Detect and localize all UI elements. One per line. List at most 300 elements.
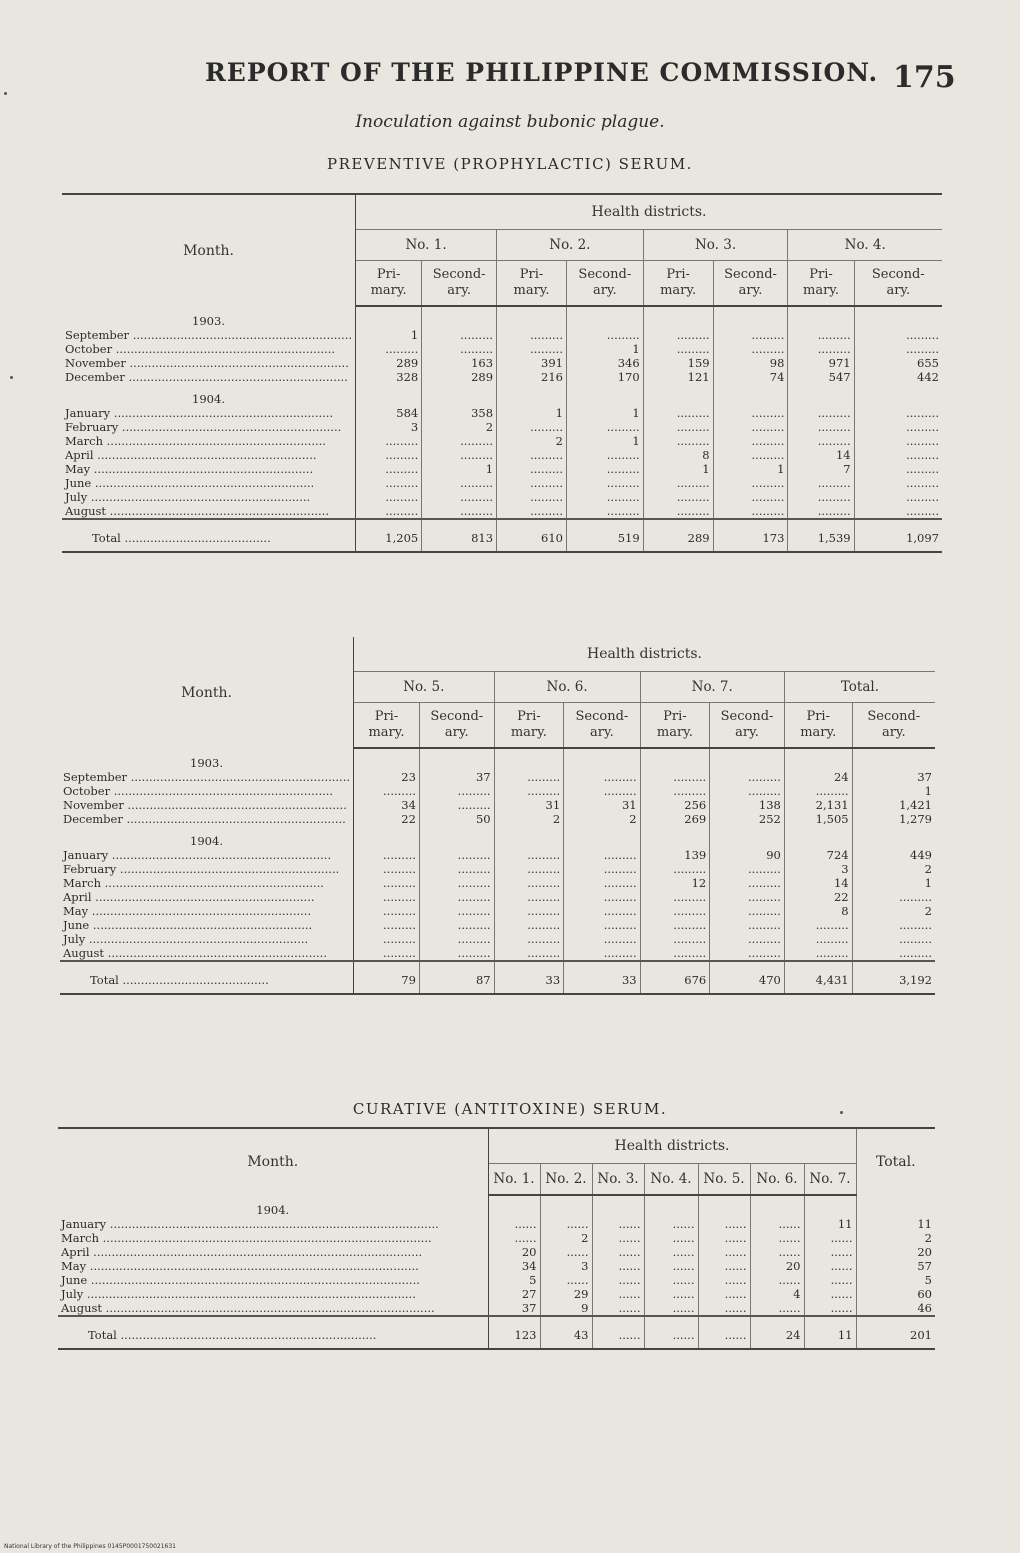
table-cell: 2 — [497, 434, 567, 448]
month-label: April ............................................................ — [62, 448, 356, 462]
table-cell: 20 — [917, 1245, 932, 1259]
table-cell — [643, 306, 713, 328]
table-row — [62, 342, 942, 356]
table-row — [60, 876, 935, 890]
total-cell: 24 — [750, 1316, 804, 1349]
table-cell: ......... — [906, 406, 939, 420]
total-label: Total ........................................ — [60, 961, 354, 994]
table-cell: ...... — [540, 1217, 592, 1231]
month-label: May ............................................................ — [60, 904, 354, 918]
table-cell: 328 — [356, 370, 422, 384]
table-cell: ......... — [354, 848, 420, 862]
table-cell — [494, 748, 564, 770]
table-cell: ...... — [750, 1301, 804, 1316]
total-cell: 11 — [804, 1316, 856, 1349]
table-cell: ......... — [419, 932, 494, 946]
table-cell — [422, 306, 497, 328]
table-cell: ......... — [788, 504, 854, 519]
total-cell: 1,539 — [788, 519, 854, 552]
total-row — [58, 1316, 935, 1349]
secondary-header: Second- ary. — [566, 261, 643, 307]
table-cell: ...... — [592, 1245, 644, 1259]
page-subtitle: Inoculation against bubonic plague. — [355, 112, 665, 132]
total-cell: 33 — [564, 961, 640, 994]
table-cell: 442 — [917, 370, 939, 384]
table-cell: ......... — [643, 504, 713, 519]
total-row — [60, 961, 935, 994]
table-cell: 2 — [564, 812, 640, 826]
table-cell: ...... — [644, 1217, 698, 1231]
month-label: November ............................................................ — [60, 798, 354, 812]
total-header: Total. — [875, 1154, 916, 1170]
district-header: No. 2. — [497, 230, 644, 261]
table-cell: 139 — [640, 848, 710, 862]
table-cell: ...... — [592, 1287, 644, 1301]
table-row — [58, 1259, 935, 1273]
table-cell: 655 — [917, 356, 939, 370]
table-cell: ......... — [356, 434, 422, 448]
table-cell: ...... — [698, 1301, 750, 1316]
table-cell: ......... — [710, 904, 785, 918]
total-cell: 1,097 — [854, 519, 942, 552]
preventive-serum-title: PREVENTIVE (PROPHYLACTIC) SERUM. — [327, 155, 693, 173]
total-cell: 123 — [488, 1316, 540, 1349]
table-cell: ......... — [564, 876, 640, 890]
table-cell: ......... — [497, 462, 567, 476]
table-cell: ......... — [422, 504, 497, 519]
table-cell: ...... — [540, 1273, 592, 1287]
table-cell: 29 — [540, 1287, 592, 1301]
table-cell: 1 — [924, 784, 932, 798]
table-cell: 1,279 — [899, 812, 932, 826]
table-cell: ......... — [710, 784, 785, 798]
month-label: January ............................................................ — [62, 406, 356, 420]
table-cell: ......... — [906, 420, 939, 434]
table-cell: ...... — [644, 1273, 698, 1287]
running-head: REPORT OF THE PHILIPPINE COMMISSION. — [205, 58, 879, 87]
month-label: June .......................................................................................... — [58, 1273, 488, 1287]
district-header: No. 4. — [788, 230, 942, 261]
table-cell: ......... — [640, 904, 710, 918]
table-cell — [854, 384, 942, 406]
month-label: January .......................................................................................... — [58, 1217, 488, 1231]
table-cell: ......... — [713, 328, 788, 342]
total-row — [62, 519, 942, 552]
table-cell: ......... — [640, 784, 710, 798]
table-cell: ......... — [784, 946, 852, 961]
table-cell: ......... — [643, 490, 713, 504]
table-cell — [750, 1195, 804, 1217]
table-cell — [854, 306, 942, 328]
table-cell: ......... — [906, 448, 939, 462]
table-row — [60, 904, 935, 918]
month-label: November ............................................................ — [62, 356, 356, 370]
district-header: No. 3. — [643, 230, 788, 261]
table-cell: ......... — [497, 448, 567, 462]
table-cell: ...... — [698, 1245, 750, 1259]
table-cell: ......... — [497, 504, 567, 519]
table-cell: ......... — [710, 876, 785, 890]
table-cell: ......... — [906, 434, 939, 448]
month-label: March ............................................................ — [62, 434, 356, 448]
table-cell: ......... — [640, 890, 710, 904]
table-cell: 90 — [710, 848, 785, 862]
table-cell: ......... — [354, 890, 420, 904]
table-cell: ......... — [422, 342, 497, 356]
table-cell: 24 — [784, 770, 852, 784]
table-cell: 449 — [910, 848, 932, 862]
table-cell: 1 — [422, 462, 497, 476]
table-row — [60, 848, 935, 862]
table-cell: ......... — [906, 328, 939, 342]
table-cell: 3 — [784, 862, 852, 876]
table-cell: 1,421 — [899, 798, 932, 812]
table-cell: 46 — [917, 1301, 932, 1315]
table-cell: ......... — [422, 448, 497, 462]
table-cell — [494, 826, 564, 848]
secondary-header: Second- ary. — [564, 703, 640, 749]
table-cell: 159 — [643, 356, 713, 370]
table-cell: 23 — [354, 770, 420, 784]
month-label: December ............................................................ — [60, 812, 354, 826]
table-cell: ......... — [710, 862, 785, 876]
month-label: October ............................................................ — [60, 784, 354, 798]
table-row — [60, 918, 935, 932]
table-cell: ...... — [644, 1287, 698, 1301]
table-cell: 37 — [917, 770, 932, 784]
table-cell: 11 — [917, 1217, 932, 1231]
table-cell — [852, 748, 935, 770]
month-header: Month. — [60, 637, 354, 748]
table-cell: 724 — [784, 848, 852, 862]
table-cell: ......... — [564, 946, 640, 961]
table-cell — [713, 384, 788, 406]
year-label: 1903. — [60, 748, 354, 770]
district-header: No. 4. — [644, 1164, 698, 1196]
total-cell: 3,192 — [852, 961, 935, 994]
table-cell: ......... — [713, 504, 788, 519]
table-cell: 216 — [497, 370, 567, 384]
table-cell: ......... — [643, 420, 713, 434]
table-cell: ......... — [354, 932, 420, 946]
secondary-header: Second- ary. — [713, 261, 788, 307]
month-label: June ............................................................ — [62, 476, 356, 490]
table-cell: ......... — [494, 876, 564, 890]
primary-header: Pri- mary. — [784, 703, 852, 749]
table-cell: ...... — [750, 1273, 804, 1287]
table-row — [58, 1287, 935, 1301]
table-cell: ......... — [422, 328, 497, 342]
total-cell: 79 — [354, 961, 420, 994]
table-cell: ......... — [494, 848, 564, 862]
table-cell: 1 — [566, 342, 643, 356]
table-cell: ......... — [640, 770, 710, 784]
table-cell: ......... — [497, 342, 567, 356]
preventive-table-2 — [60, 637, 935, 995]
table-row — [58, 1217, 935, 1231]
table-cell: ......... — [710, 770, 785, 784]
table-cell: ......... — [564, 932, 640, 946]
table-cell — [640, 826, 710, 848]
table-cell: 22 — [354, 812, 420, 826]
table-cell: ......... — [564, 890, 640, 904]
month-label: September ............................................................ — [60, 770, 354, 784]
table-cell: 3 — [540, 1259, 592, 1273]
month-header: Month. — [58, 1128, 488, 1195]
table-cell: ...... — [804, 1287, 856, 1301]
table-cell: ......... — [784, 932, 852, 946]
table-cell: ......... — [906, 342, 939, 356]
table-cell: ......... — [713, 342, 788, 356]
table-row — [60, 798, 935, 812]
table-cell: ......... — [566, 476, 643, 490]
table-cell — [644, 1195, 698, 1217]
table-cell: ......... — [494, 890, 564, 904]
table-cell — [698, 1195, 750, 1217]
total-cell: 43 — [540, 1316, 592, 1349]
table-cell: ......... — [419, 890, 494, 904]
table-cell — [643, 384, 713, 406]
table-cell: ......... — [564, 918, 640, 932]
year-label: 1904. — [62, 384, 356, 406]
speck — [10, 376, 13, 379]
primary-header: Pri- mary. — [640, 703, 710, 749]
table-cell: ......... — [788, 476, 854, 490]
month-label: March .......................................................................................... — [58, 1231, 488, 1245]
table-cell: ......... — [713, 476, 788, 490]
table-cell: ......... — [422, 434, 497, 448]
total-cell: 676 — [640, 961, 710, 994]
district-header: No. 7. — [640, 672, 784, 703]
table-row — [62, 356, 942, 370]
table-cell: ......... — [566, 328, 643, 342]
table-cell: 2 — [924, 862, 932, 876]
health-districts-header: Health districts. — [488, 1128, 856, 1164]
table-cell: ...... — [488, 1217, 540, 1231]
district-header: No. 7. — [804, 1164, 856, 1196]
table-cell: ......... — [494, 862, 564, 876]
month-header: Month. — [62, 194, 356, 306]
table-cell — [566, 306, 643, 328]
table-cell: ......... — [788, 420, 854, 434]
table-cell: ......... — [564, 848, 640, 862]
table-cell: ......... — [713, 490, 788, 504]
speck — [4, 92, 7, 95]
table-cell: 1 — [713, 462, 788, 476]
table-cell: ...... — [698, 1217, 750, 1231]
month-label: May ............................................................ — [62, 462, 356, 476]
table-cell: 3 — [356, 420, 422, 434]
table-cell — [419, 748, 494, 770]
table-row — [60, 784, 935, 798]
table-cell — [784, 826, 852, 848]
table-cell: ......... — [899, 932, 932, 946]
table-cell: ......... — [497, 476, 567, 490]
primary-header: Pri- mary. — [643, 261, 713, 307]
table-cell: 31 — [494, 798, 564, 812]
table-cell — [488, 1195, 540, 1217]
month-label: August .......................................................................................... — [58, 1301, 488, 1316]
table-cell: 31 — [564, 798, 640, 812]
table-cell: ......... — [356, 342, 422, 356]
table-cell — [422, 384, 497, 406]
table-cell: ......... — [354, 876, 420, 890]
total-cell: 1,205 — [356, 519, 422, 552]
table-cell: ......... — [788, 434, 854, 448]
table-cell: 60 — [917, 1287, 932, 1301]
table-cell: ......... — [906, 504, 939, 518]
table-cell: ......... — [494, 904, 564, 918]
secondary-header: Second- ary. — [710, 703, 785, 749]
table-cell: ...... — [592, 1273, 644, 1287]
table-row — [58, 1301, 935, 1316]
table-cell — [564, 826, 640, 848]
table-cell: ......... — [906, 462, 939, 476]
table-cell: 971 — [788, 356, 854, 370]
table-cell: ......... — [419, 862, 494, 876]
table-cell: 2 — [540, 1231, 592, 1245]
table-cell: ...... — [644, 1259, 698, 1273]
table-cell: ...... — [644, 1245, 698, 1259]
table-cell: ......... — [710, 946, 785, 961]
table-cell: 37 — [419, 770, 494, 784]
page-number: 175 — [893, 60, 956, 95]
table-cell — [540, 1195, 592, 1217]
month-label: July ............................................................ — [60, 932, 354, 946]
table-cell: 584 — [356, 406, 422, 420]
table-cell: ......... — [354, 918, 420, 932]
month-label: October ............................................................ — [62, 342, 356, 356]
table-cell: 34 — [354, 798, 420, 812]
total-cell: 813 — [422, 519, 497, 552]
table-cell: ......... — [640, 932, 710, 946]
table-cell: ...... — [804, 1259, 856, 1273]
table-cell: ......... — [419, 798, 494, 812]
total-cell: 33 — [494, 961, 564, 994]
table-cell: ......... — [640, 946, 710, 961]
month-label: March ............................................................ — [60, 876, 354, 890]
footer-note: National Library of the Philippines 0145P0001750021631 — [4, 1543, 176, 1550]
secondary-header: Second- ary. — [422, 261, 497, 307]
district-header: No. 5. — [354, 672, 495, 703]
table-row — [60, 812, 935, 826]
health-districts-header: Health districts. — [354, 637, 935, 672]
health-districts-header: Health districts. — [356, 194, 942, 230]
table-cell — [852, 826, 935, 848]
table-cell: ......... — [494, 784, 564, 798]
table-cell: 1 — [566, 434, 643, 448]
table-cell — [713, 306, 788, 328]
table-row — [62, 490, 942, 504]
table-cell: 2,131 — [784, 798, 852, 812]
preventive-table-1 — [62, 193, 942, 553]
table-cell: 163 — [422, 356, 497, 370]
total-cell: 87 — [419, 961, 494, 994]
table-row — [62, 406, 942, 420]
table-cell — [356, 306, 422, 328]
table-cell: ......... — [497, 328, 567, 342]
month-label: September ............................................................ — [62, 328, 356, 342]
total-label: Total ........................................ — [62, 519, 356, 552]
table-cell: ...... — [698, 1259, 750, 1273]
table-cell: 138 — [710, 798, 785, 812]
table-row — [62, 370, 942, 384]
table-cell: 256 — [640, 798, 710, 812]
primary-header: Pri- mary. — [788, 261, 854, 307]
table-cell: ......... — [640, 862, 710, 876]
table-cell: ...... — [698, 1287, 750, 1301]
table-cell — [804, 1195, 856, 1217]
table-cell: 1 — [356, 328, 422, 342]
table-cell: 1 — [566, 406, 643, 420]
month-label: January ............................................................ — [60, 848, 354, 862]
table-cell: ...... — [592, 1217, 644, 1231]
table-cell — [710, 748, 785, 770]
table-cell: ...... — [644, 1301, 698, 1316]
curative-table — [58, 1127, 935, 1350]
table-cell: 14 — [784, 876, 852, 890]
table-cell: ......... — [419, 848, 494, 862]
total-label: Total ...................................................................... — [58, 1316, 488, 1349]
table-cell: ......... — [494, 918, 564, 932]
table-cell: ......... — [906, 490, 939, 504]
table-cell: ......... — [494, 770, 564, 784]
district-header: No. 2. — [540, 1164, 592, 1196]
table-cell: ......... — [354, 784, 420, 798]
table-cell: ...... — [488, 1231, 540, 1245]
secondary-header: Second- ary. — [854, 261, 942, 307]
month-label: April .......................................................................................... — [58, 1245, 488, 1259]
table-cell: ......... — [419, 946, 494, 961]
table-cell — [784, 748, 852, 770]
total-cell: 519 — [566, 519, 643, 552]
table-cell: ......... — [356, 448, 422, 462]
table-cell: 1 — [924, 876, 932, 890]
table-cell: ......... — [566, 462, 643, 476]
month-label: June ............................................................ — [60, 918, 354, 932]
table-row — [60, 862, 935, 876]
table-cell: 57 — [917, 1259, 932, 1273]
table-cell: 27 — [488, 1287, 540, 1301]
table-row — [60, 890, 935, 904]
table-row — [62, 504, 942, 519]
table-cell: ......... — [356, 476, 422, 490]
table-cell: ......... — [564, 862, 640, 876]
month-label: December ............................................................ — [62, 370, 356, 384]
district-header: No. 6. — [750, 1164, 804, 1196]
table-cell: ...... — [644, 1231, 698, 1245]
district-header: No. 1. — [488, 1164, 540, 1196]
table-cell: ......... — [899, 946, 932, 960]
table-cell: ...... — [750, 1217, 804, 1231]
table-row — [62, 476, 942, 490]
table-cell: ......... — [422, 476, 497, 490]
table-cell: ......... — [356, 490, 422, 504]
table-cell: 289 — [422, 370, 497, 384]
table-cell: ......... — [566, 420, 643, 434]
table-cell: 7 — [788, 462, 854, 476]
table-row — [60, 826, 935, 848]
table-cell: ...... — [804, 1301, 856, 1316]
table-cell: 1 — [497, 406, 567, 420]
month-label: April ............................................................ — [60, 890, 354, 904]
secondary-header: Second- ary. — [419, 703, 494, 749]
table-cell: ......... — [419, 784, 494, 798]
table-cell: 252 — [710, 812, 785, 826]
table-row — [58, 1273, 935, 1287]
table-cell: ......... — [419, 918, 494, 932]
table-cell: 5 — [924, 1273, 932, 1287]
